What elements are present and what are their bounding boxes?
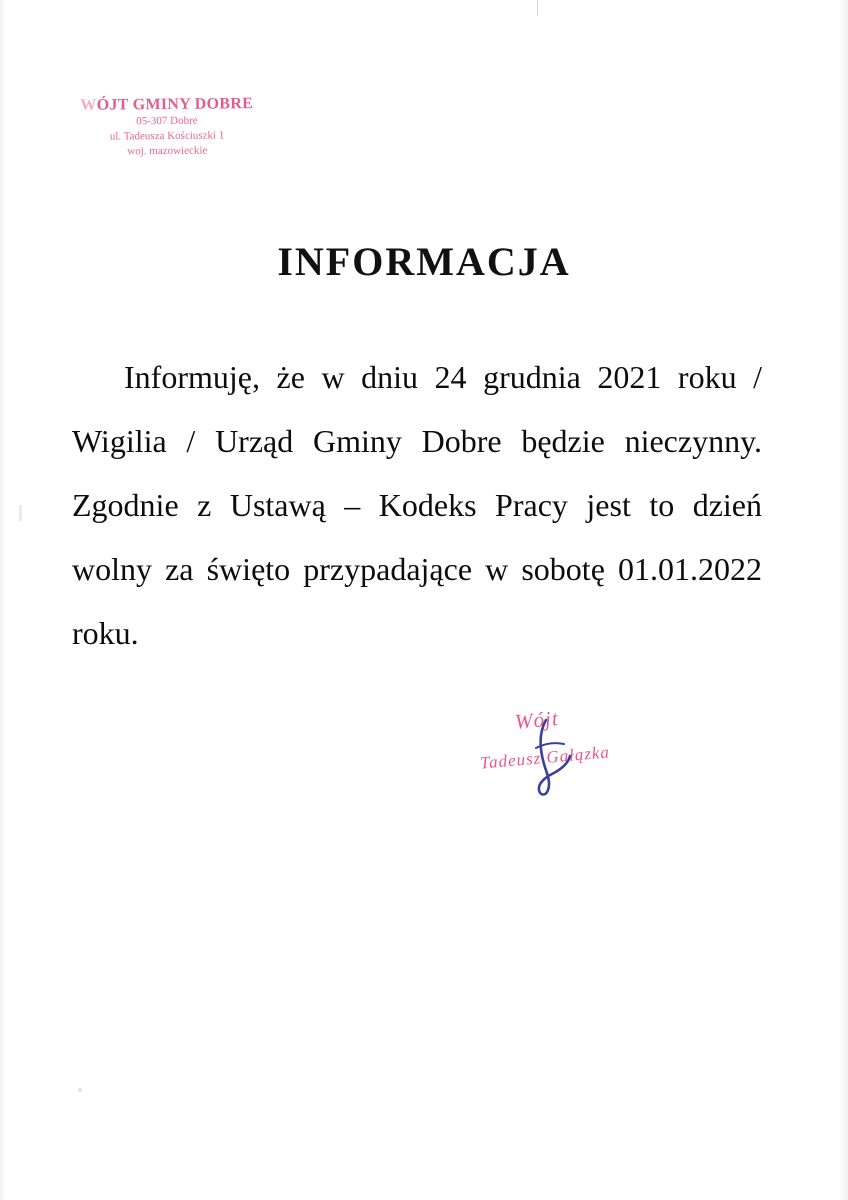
- signature-role: Wójt: [513, 706, 560, 734]
- stamp-address-line-3: woj. mazowieckie: [127, 144, 208, 158]
- stamp-office-name-main: ÓJT GMINY DOBRE: [96, 95, 254, 114]
- stamp-address-line-2: ul. Tadeusza Kościuszki 1: [109, 129, 225, 143]
- scan-edge-left: [0, 0, 6, 1200]
- signature-block: [470, 700, 660, 810]
- office-stamp: [72, 95, 263, 160]
- page-title: INFORMACJA: [277, 239, 571, 284]
- scan-fold-mark: [537, 0, 538, 16]
- scan-artifact-left: [19, 505, 22, 521]
- scan-edge-right: [838, 0, 848, 1200]
- signature-name: Tadeusz Gałązka: [479, 742, 611, 773]
- stamp-office-name: [72, 95, 262, 115]
- handwritten-signature-icon: [528, 716, 588, 806]
- scan-artifact-bottom: [78, 1088, 82, 1092]
- stamp-office-name-faded: W: [80, 96, 97, 114]
- stamp-address-line-1: 05-307 Dobre: [136, 114, 198, 128]
- document-body-text: Informuję, że w dniu 24 grudnia 2021 roku / Wigilia / Urząd Gminy Dobre będzie nieczynny. Zgodnie z Ustawą – Kodeks Pracy jest to dzień wolny za święto przypadające w sobotę 01.01.2022 roku.: [72, 359, 762, 651]
